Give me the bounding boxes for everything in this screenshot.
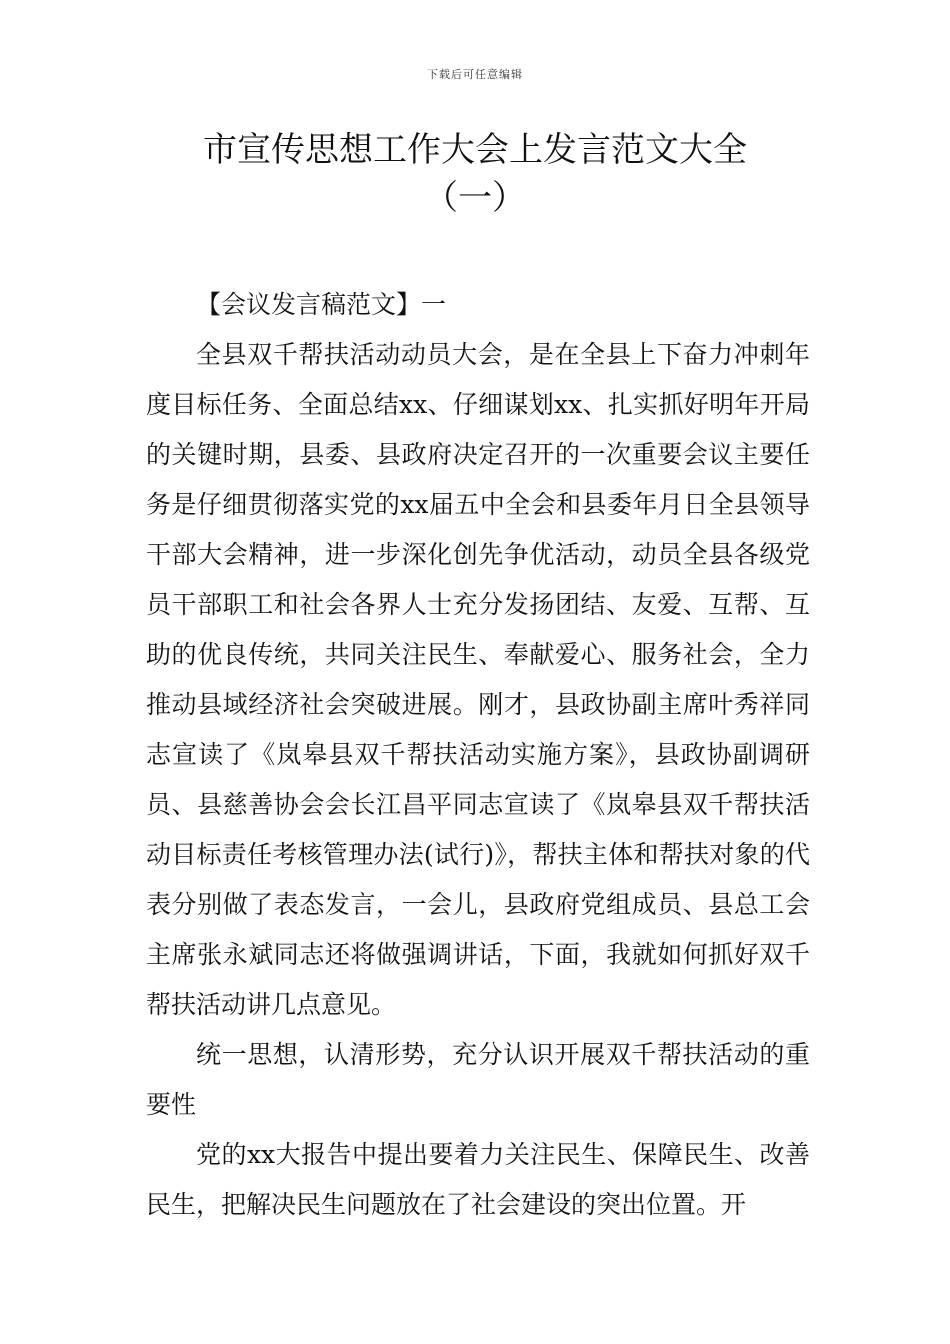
subheading-paragraph: 统一思想，认清形势，充分认识开展双千帮扶活动的重要性	[146, 1040, 810, 1119]
title-line-2: （一）	[424, 178, 526, 218]
title-line-1: 市宣传思想工作大会上发言范文大全	[203, 130, 747, 170]
body-paragraph: 全县双千帮扶活动动员大会，是在全县上下奋力冲刺年度目标任务、全面总结xx、仔细谋划xx、扎实抓好明年开局的关键时期，县委、县政府决定召开的一次重要会议主要任务是仔细贯彻落实党的xx届五中全会和县委年月日全县领导干部大会精神，进一步深化创先争优活动，动员全县各级党员干部职工和社会各界人士充分发扬团结、友爱、互帮、互助的优良传统，共同关注民生、奉献爱心、服务社会，全力推动县域经济社会突破进展。刚才，县政协副主席叶秀祥同志宣读了《岚皋县双千帮扶活动实施方案》，县政协副调研员、县慈善协会会长江昌平同志宣读了《岚皋县双千帮扶活动目标责任考核管理办法(试行)》，帮扶主体和帮扶对象的代表分别做了表态发言，一会儿，县政府党组成员、县总工会主席张永斌同志还将做强调讲话，下面，我就如何抓好双千帮扶活动讲几点意见。	[146, 340, 810, 1019]
body-paragraph: 党的xx大报告中提出要着力关注民生、保障民生、改善民生，把解决民生问题放在了社会建设的突出位置。开	[146, 1140, 810, 1219]
section-heading: 【会议发言稿范文】一	[196, 290, 447, 319]
header-note: 下载后可任意编辑	[427, 68, 523, 81]
document-title	[0, 126, 950, 222]
document-body	[146, 280, 810, 1230]
